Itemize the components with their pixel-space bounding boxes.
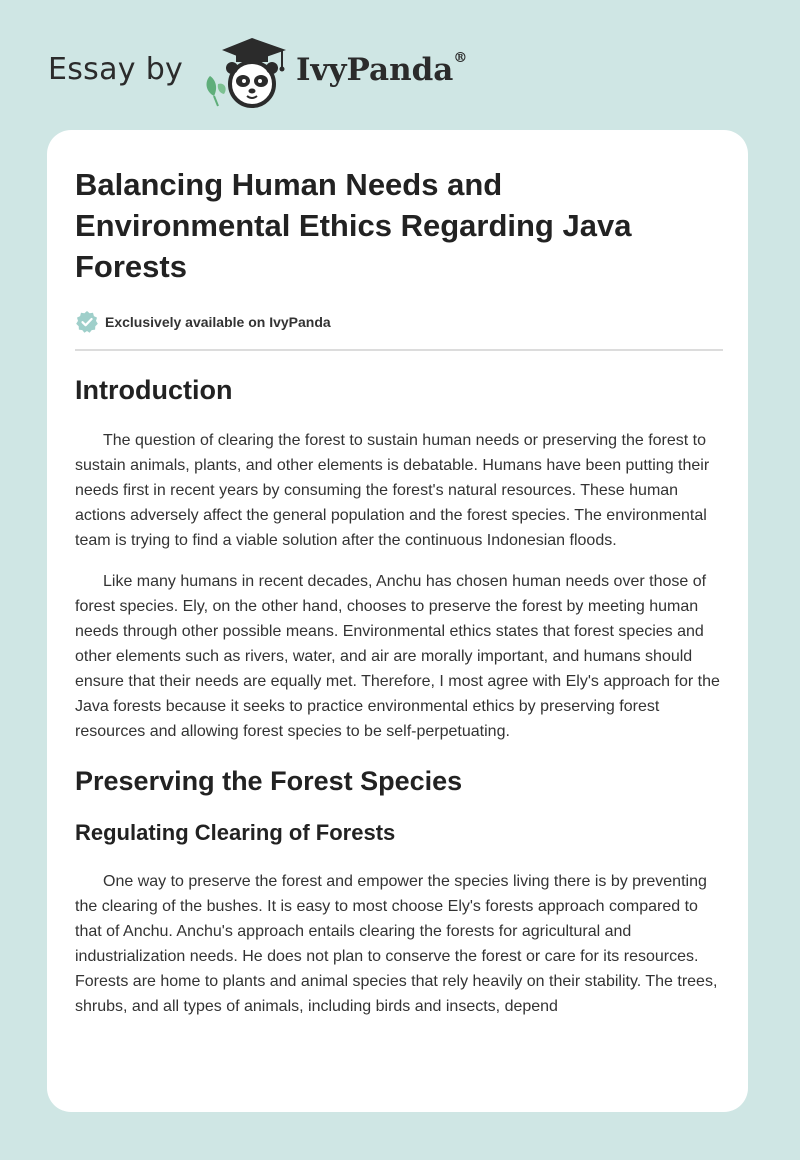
essay-content	[75, 164, 723, 1019]
title-divider	[75, 349, 723, 351]
intro-paragraph-2: Like many humans in recent decades, Anchu has chosen human needs over those of forest species. Ely, on the other hand, chooses to preserve the forest by meeting human needs through other possible means. Environmental ethics states that forest species and other elements such as rivers, water, and air are morally important, and humans should ensure that their needs are equally met. Therefore, I most agree with Ely's approach for the Java forests because it seeks to practice environmental ethics by preserving forest resources and allowing forest species to be self-perpetuating.	[75, 573, 720, 740]
brand-text: IvyPanda	[296, 52, 454, 88]
exclusive-badge-text: Exclusively available on IvyPanda	[105, 314, 331, 330]
registered-mark: ®	[453, 50, 468, 66]
section-heading-preserving: Preserving the Forest Species	[75, 766, 463, 796]
essay-card	[47, 130, 748, 1112]
check-circle-icon	[75, 310, 99, 334]
brand-name[interactable]	[296, 52, 467, 88]
exclusive-badge	[75, 309, 723, 335]
essay-by-label: Essay by	[48, 52, 184, 87]
preserving-paragraph-1: One way to preserve the forest and empower the species living there is by preventing the clearing of the bushes. It is easy to most choose Ely's forests approach compared to that of Anchu. Anchu's approach entails clearing the forests for agricultural and industrialization needs. He does not plan to conserve the forest or care for its resources. Forests are home to plants and animal species that rely heavily on their stability. The trees, shrubs, and all types of animals, including birds and insects, depend	[75, 873, 718, 1015]
essay-title: Balancing Human Needs and Environmental Ethics Regarding Java Forests	[75, 167, 632, 284]
section-heading-introduction: Introduction	[75, 375, 233, 405]
subsection-heading-regulating: Regulating Clearing of Forests	[75, 820, 396, 845]
intro-paragraph-1: The question of clearing the forest to sustain human needs or preserving the forest to sustain animals, plants, and other elements is debatable. Humans have been putting their needs first in recent years by consuming the forest's natural resources. These human actions adversely affect the general population and the forest species. The environmental team is trying to find a viable solution after the continuous Indonesian floods.	[75, 432, 710, 549]
site-header	[0, 0, 800, 130]
panda-graduate-icon[interactable]	[202, 36, 290, 110]
